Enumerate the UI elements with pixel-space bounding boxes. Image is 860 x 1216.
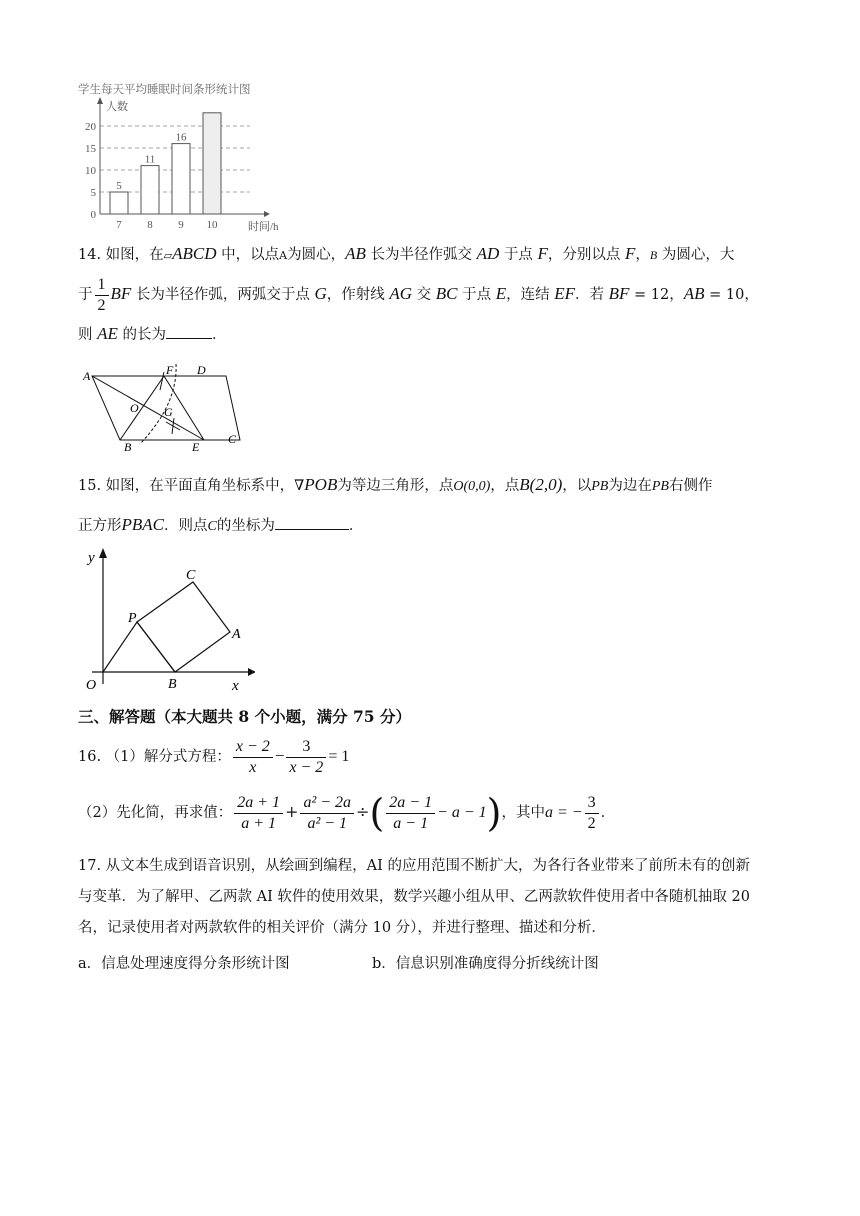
y-tick-label: 5 (90, 187, 96, 199)
label-P: P (128, 611, 137, 626)
label-O: O (130, 401, 139, 415)
bar-value-label: 11 (144, 153, 156, 166)
bar-9 (172, 144, 190, 214)
label-B: B (168, 677, 177, 692)
x-tick-label: 9 (178, 219, 184, 231)
sleep-bar-chart (78, 96, 318, 236)
y-axis-label: 人数 (106, 101, 128, 113)
fraction-half: $\frac{1}{2}$ (95, 275, 109, 316)
label-D: D (197, 363, 206, 377)
section-heading: 三、解答题（本大题共 8 个小题，满分 75 分） (78, 707, 411, 726)
label-A: A (83, 369, 91, 383)
q16-part-2: （2）先化简，再求值： $\frac{2a + 1}{a + 1}$ + $\frac{\text{a² − 2a}}{\text{a² − 1}}$ ÷( $\frac{2a - 1}{a - 1}$ − a − 1)，其中a = − $\frac{3}{2}$ ． (78, 791, 616, 835)
q15-line-2: 正方形PBAC．则点C的坐标为 ． (78, 515, 364, 534)
bar-8 (141, 166, 159, 214)
x-axis-arrow (264, 211, 270, 217)
label-y: y (88, 550, 95, 566)
q15-line-1: 15. 如图，在平面直角坐标系中，∇POB为等边三角形，点O(0,0)，点B(2,0)，以PB为边在PB右侧作 (78, 475, 713, 494)
y-tick-label: 15 (85, 143, 96, 155)
y-tick-label: 0 (90, 209, 96, 221)
q14-line-2: 于 $\frac{1}{2}$ BF 长为半径作弧，两弧交于点 G，作射线 AG 交 BC 于点 E，连结 EF．若 BF = 12，AB = 10， (78, 275, 759, 314)
label-B: B (124, 440, 132, 452)
x-tick-label: 7 (116, 219, 122, 231)
bar-7 (110, 192, 128, 214)
q17-line-2: 与变革．为了解甲、乙两款 AI 软件的使用效果，数学兴趣小组从甲、乙两款软件使用者中各随机抽取 20 (78, 889, 750, 905)
bar-value-label: 5 (116, 180, 122, 192)
answer-blank (275, 515, 349, 530)
bar-value-label: 16 (175, 131, 187, 144)
q17-line-3: 名，记录使用者对两款软件的相关评价（满分 10 分），并进行整理、描述和分析． (78, 920, 606, 936)
q17-line-1: 17. 从文本生成到语音识别，从绘画到编程，AI 的应用范围不断扩大，为各行各业带来了前所未有的创新 (78, 858, 750, 874)
label-C: C (186, 568, 196, 583)
answer-blank (166, 324, 212, 339)
label-O: O (86, 678, 97, 693)
q17-chart-b-caption: b．信息识别准确度得分折线统计图 (372, 956, 599, 972)
label-E: E (192, 440, 200, 452)
sleep-chart-title: 学生每天平均睡眠时间条形统计图 (78, 82, 251, 96)
y-axis-arrow (97, 97, 103, 104)
label-x: x (232, 678, 239, 694)
bar-10 (203, 113, 221, 214)
y-tick-label: 10 (85, 165, 96, 177)
q14-line-1: 14. 如图，在▱ABCD 中，以点A为圆心，AB 长为半径作弧交 AD 于点 F，分别以点 F，B 为圆心，大 (78, 244, 735, 263)
x-tick-label: 8 (147, 219, 153, 231)
q14-line-3: 则 AE 的长为 ． (78, 324, 227, 343)
label-C: C (228, 432, 237, 446)
y-tick-label: 20 (85, 121, 96, 133)
coordinate-figure (80, 544, 255, 694)
x-tick-label: 10 (206, 219, 218, 231)
x-axis-label: 时间/h (248, 221, 279, 233)
label-A: A (232, 627, 241, 642)
label-F: F (166, 363, 174, 377)
q16-part-1: 16. （1）解分式方程： $\frac{x - 2}{x}$ − $\frac{3}{x - 2}$ = 1 (78, 737, 350, 776)
q17-chart-a-caption: a．信息处理速度得分条形统计图 (78, 956, 290, 972)
parallelogram-figure (80, 360, 250, 452)
label-G: G (164, 405, 173, 419)
